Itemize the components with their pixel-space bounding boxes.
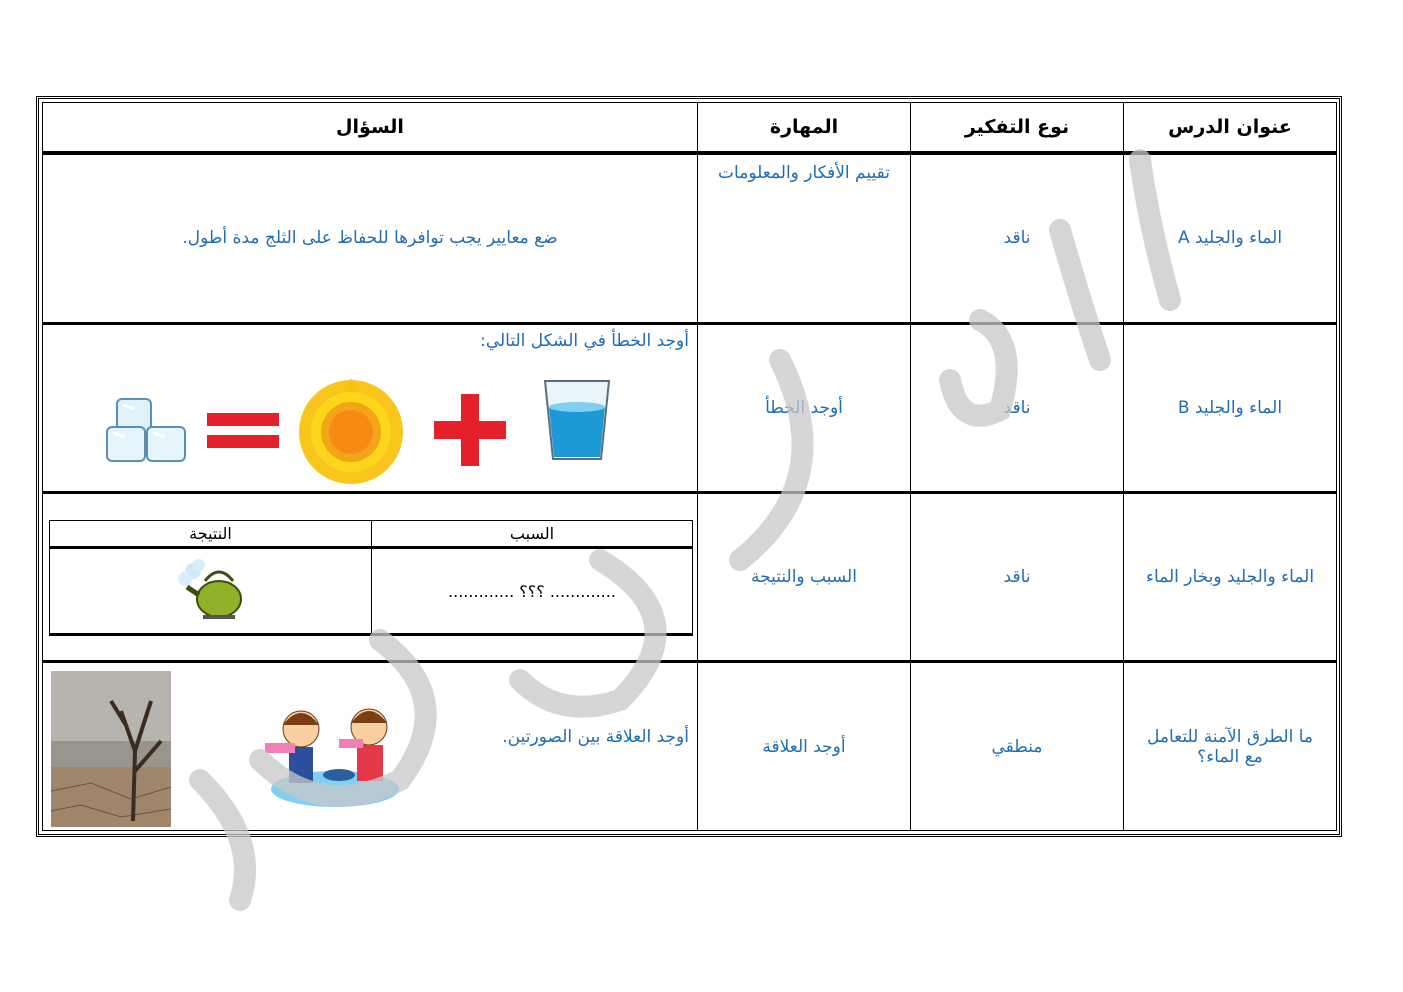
row3-lesson: الماء والجليد وبخار الماء (1124, 493, 1337, 662)
row2-lesson: الماء والجليد B (1124, 324, 1337, 493)
row4-question-cell (43, 662, 698, 831)
plus-icon (434, 394, 506, 466)
row1-question: ضع معايير يجب توافرها للحفاظ على الثلج مدة أطول. (182, 228, 558, 249)
lesson-table-frame (36, 96, 1342, 837)
cause-header: السبب (372, 521, 693, 548)
row2-question-cell (43, 324, 698, 493)
header-lesson: عنوان الدرس (1124, 103, 1337, 153)
result-header: النتيجة (50, 521, 372, 548)
row4-question: أوجد العلاقة بين الصورتين. (502, 727, 689, 747)
row4-thinking: منطقي (911, 662, 1124, 831)
row3-thinking: ناقد (911, 493, 1124, 662)
kids-water-image (261, 683, 409, 813)
drought-tree-image (51, 671, 171, 827)
row2-thinking: ناقد (911, 324, 1124, 493)
row3-skill: السبب والنتيجة (698, 493, 911, 662)
sun-icon (299, 378, 403, 484)
cause-result-table (49, 520, 693, 636)
result-image-cell (50, 548, 372, 635)
ice-cubes-icon (107, 399, 185, 461)
kettle-icon (171, 557, 251, 621)
header-skill: المهارة (698, 103, 911, 153)
equals-icon (207, 413, 279, 448)
row2-skill: أوجد الخطأ (698, 324, 911, 493)
row1-lesson: الماء والجليد A (1124, 153, 1337, 324)
row2-question: أوجد الخطأ في الشكل التالي: (480, 331, 689, 351)
row3-question-cell (43, 493, 698, 662)
row4-skill: أوجد العلاقة (698, 662, 911, 831)
equation-figure (103, 377, 623, 487)
cause-value: ............. ؟؟؟ ............. (372, 548, 693, 635)
row4-lesson: ما الطرق الآمنة للتعامل مع الماء؟ (1124, 662, 1337, 831)
row1-skill: تقييم الأفكار والمعلومات (698, 153, 911, 324)
lesson-table (42, 102, 1337, 831)
header-question: السؤال (43, 103, 698, 153)
row1-thinking: ناقد (911, 153, 1124, 324)
row1-question-cell (43, 153, 698, 324)
water-glass-icon (545, 381, 609, 459)
header-thinking: نوع التفكير (911, 103, 1124, 153)
